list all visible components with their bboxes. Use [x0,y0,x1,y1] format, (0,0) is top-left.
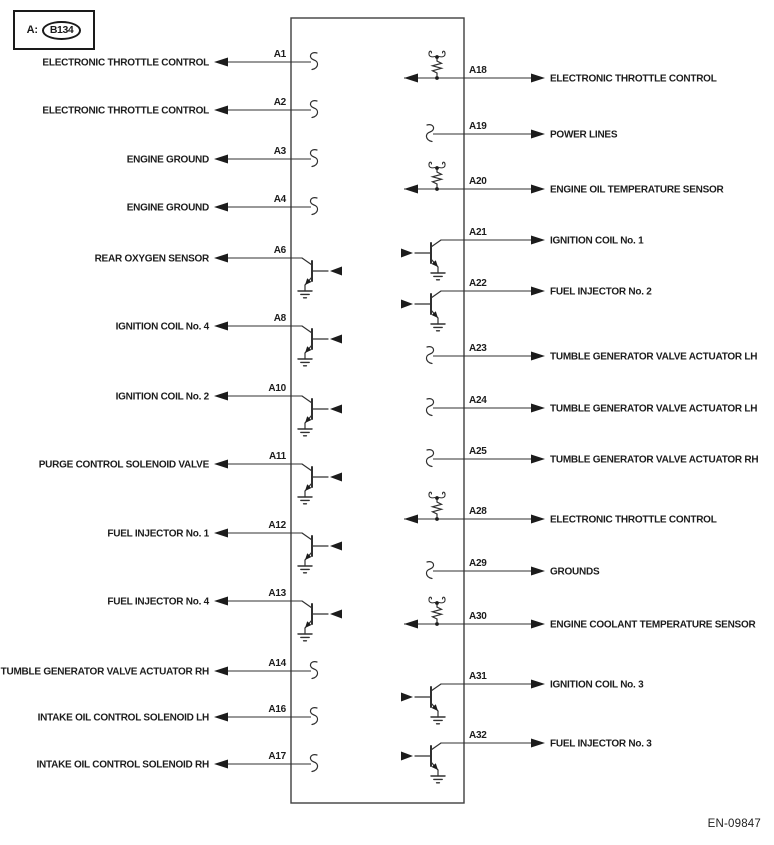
resistor-zigzag-icon [433,59,442,73]
symbol-stroke [431,240,441,247]
hook-icon [439,51,445,57]
label-arrow-icon [531,236,545,245]
pin-row-a10 [116,383,342,436]
symbol-stroke [302,326,312,333]
junction-dot-icon [435,517,439,521]
ground-icon [431,776,445,783]
label-arrow-icon [214,713,228,722]
base-arrow-icon [330,542,342,551]
pin-number: A25 [469,446,487,457]
pin-number: A16 [268,704,286,715]
pin-row-a2 [42,97,317,118]
pin-number: A1 [273,49,286,60]
pin-number: A20 [469,176,487,187]
pin-label: ELECTRONIC THROTTLE CONTROL [42,105,209,117]
hook-icon [429,597,435,603]
pin-row-a18 [404,51,717,84]
pin-row-a23 [426,343,757,364]
pin-label: ENGINE COOLANT TEMPERATURE SENSOR [550,619,756,631]
pin-label: FUEL INJECTOR No. 4 [107,596,209,608]
label-arrow-icon [214,392,228,401]
ground-icon [298,359,312,366]
pin-label: PURGE CONTROL SOLENOID VALVE [38,459,209,471]
ground-icon [298,566,312,573]
symbol-stroke [302,258,312,265]
symbol-stroke [302,601,312,608]
pin-label: INTAKE OIL CONTROL SOLENOID LH [37,712,209,724]
pin-number: A13 [268,588,286,599]
pin-number: A24 [469,395,487,406]
pin-label: ENGINE GROUND [126,154,209,166]
ground-icon [431,717,445,724]
coil-symbol-icon [426,347,433,364]
junction-dot-icon [435,166,439,170]
pin-number: A12 [268,520,286,531]
label-arrow-icon [531,287,545,296]
symbol-stroke [431,291,441,298]
ground-icon [431,273,445,280]
pin-row-a32 [401,730,652,783]
inner-arrow-icon [404,74,418,83]
pin-number: A19 [469,121,487,132]
junction-dot-icon [435,76,439,80]
coil-symbol-icon [426,399,433,416]
transistor-driver-icon [298,464,342,504]
label-arrow-icon [214,529,228,538]
pin-row-a1 [42,49,317,70]
label-arrow-icon [214,203,228,212]
coil-symbol-icon [310,708,317,725]
pin-row-a24 [426,395,757,416]
pin-number: A17 [268,751,286,762]
pin-label: REAR OXYGEN SENSOR [94,253,209,265]
pin-number: A8 [273,313,286,324]
hook-icon [429,162,435,168]
pin-number: A29 [469,558,487,569]
pin-label: POWER LINES [550,129,618,141]
label-arrow-icon [214,106,228,115]
coil-symbol-icon [310,662,317,679]
transistor-driver-icon [401,291,445,331]
transistor-driver-icon [298,258,342,298]
resistor-sensor-icon [429,597,445,626]
coil-symbol-icon [426,125,433,142]
pin-label: ELECTRONIC THROTTLE CONTROL [550,73,717,85]
transistor-driver-icon [401,684,445,724]
hook-icon [439,597,445,603]
coil-symbol-icon [426,450,433,467]
base-arrow-icon [330,405,342,414]
resistor-zigzag-icon [433,170,442,184]
pin-row-a20 [404,162,725,195]
label-arrow-icon [531,352,545,361]
pin-row-a21 [401,227,644,280]
pin-label: ENGINE OIL TEMPERATURE SENSOR [550,184,724,196]
transistor-driver-icon [298,396,342,436]
transistor-driver-icon [298,533,342,573]
label-arrow-icon [531,567,545,576]
resistor-sensor-icon [429,162,445,191]
symbol-stroke [302,464,312,471]
pin-label: INTAKE OIL CONTROL SOLENOID RH [36,759,209,771]
label-arrow-icon [214,760,228,769]
transistor-driver-icon [401,743,445,783]
label-arrow-icon [531,680,545,689]
hook-icon [439,492,445,498]
coil-symbol-icon [310,150,317,167]
pin-number: A28 [469,506,487,517]
pin-number: A22 [469,278,487,289]
document-code: EN-09847 [707,818,761,830]
label-arrow-icon [531,455,545,464]
pin-label: FUEL INJECTOR No. 3 [550,738,652,750]
pin-row-a29 [426,558,599,579]
pin-label: TUMBLE GENERATOR VALVE ACTUATOR RH [550,454,759,466]
label-arrow-icon [531,739,545,748]
connector-id-oval: B134 [42,21,82,40]
pin-row-a25 [426,446,758,467]
label-arrow-icon [214,155,228,164]
pin-row-a3 [127,146,318,167]
pin-label: ELECTRONIC THROTTLE CONTROL [550,514,717,526]
label-arrow-icon [531,130,545,139]
label-arrow-icon [214,58,228,67]
pin-row-a31 [401,671,644,724]
ground-icon [431,324,445,331]
pin-label: IGNITION COIL No. 1 [550,235,644,247]
pin-row-a4 [127,194,318,215]
pin-row-a28 [404,492,717,525]
symbol-stroke [431,684,441,691]
base-arrow-icon [330,267,342,276]
pin-label: IGNITION COIL No. 4 [115,321,209,333]
base-arrow-icon [401,752,413,761]
pin-row-a17 [36,751,317,772]
pin-number: A31 [469,671,487,682]
coil-symbol-icon [426,562,433,579]
transistor-driver-icon [298,601,342,641]
base-arrow-icon [401,300,413,309]
label-arrow-icon [531,404,545,413]
label-arrow-icon [531,515,545,524]
junction-dot-icon [435,187,439,191]
junction-dot-icon [435,496,439,500]
pin-label: ENGINE GROUND [126,202,209,214]
base-arrow-icon [330,335,342,344]
symbol-stroke [302,533,312,540]
pin-row-a22 [401,278,652,331]
pin-label: IGNITION COIL No. 3 [550,679,644,691]
pin-number: A11 [268,451,286,462]
label-arrow-icon [214,667,228,676]
pin-label: GROUNDS [550,566,600,578]
coil-symbol-icon [310,53,317,70]
pin-label: IGNITION COIL No. 2 [115,391,209,403]
coil-symbol-icon [310,198,317,215]
inner-arrow-icon [404,515,418,524]
inner-arrow-icon [404,620,418,629]
resistor-zigzag-icon [433,500,442,514]
pin-label: TUMBLE GENERATOR VALVE ACTUATOR LH [550,351,758,363]
pin-number: A18 [469,65,487,76]
base-arrow-icon [330,473,342,482]
pin-label: FUEL INJECTOR No. 1 [107,528,209,540]
pin-number: A21 [469,227,487,238]
pin-label: ELECTRONIC THROTTLE CONTROL [42,57,209,69]
pin-number: A10 [268,383,286,394]
hook-icon [429,51,435,57]
pin-row-a13 [107,588,342,641]
symbol-stroke [302,396,312,403]
hook-icon [429,492,435,498]
pin-label: TUMBLE GENERATOR VALVE ACTUATOR RH [0,666,209,678]
transistor-driver-icon [401,240,445,280]
pin-number: A23 [469,343,487,354]
pin-number: A2 [273,97,286,108]
junction-dot-icon [435,601,439,605]
pin-number: A4 [273,194,286,205]
ground-icon [298,634,312,641]
label-arrow-icon [531,74,545,83]
pin-row-a12 [107,520,342,573]
pin-number: A3 [273,146,286,157]
base-arrow-icon [401,249,413,258]
hook-icon [439,162,445,168]
base-arrow-icon [330,610,342,619]
pin-row-a8 [116,313,342,366]
junction-dot-icon [435,55,439,59]
ground-icon [298,291,312,298]
pin-row-a6 [95,245,342,298]
label-arrow-icon [531,185,545,194]
label-arrow-icon [214,597,228,606]
pin-number: A14 [268,658,286,669]
pin-label: FUEL INJECTOR No. 2 [550,286,652,298]
resistor-sensor-icon [429,492,445,521]
ground-icon [298,497,312,504]
pin-number: A30 [469,611,487,622]
junction-dot-icon [435,622,439,626]
symbol-stroke [431,743,441,750]
pin-number: A6 [273,245,286,256]
inner-arrow-icon [404,185,418,194]
label-arrow-icon [214,322,228,331]
ground-icon [298,429,312,436]
resistor-sensor-icon [429,51,445,80]
ecu-connector-box [291,18,464,803]
label-arrow-icon [214,460,228,469]
coil-symbol-icon [310,101,317,118]
resistor-zigzag-icon [433,605,442,619]
pin-label: TUMBLE GENERATOR VALVE ACTUATOR LH [550,403,758,415]
pin-row-a19 [426,121,617,142]
pin-row-a14 [1,658,318,679]
label-arrow-icon [531,620,545,629]
coil-symbol-icon [310,755,317,772]
connector-prefix-label: A: [26,24,38,36]
pin-row-a30 [404,597,756,630]
pin-number: A32 [469,730,487,741]
label-arrow-icon [214,254,228,263]
pin-row-a16 [38,704,318,725]
transistor-driver-icon [298,326,342,366]
pin-row-a11 [39,451,342,504]
base-arrow-icon [401,693,413,702]
